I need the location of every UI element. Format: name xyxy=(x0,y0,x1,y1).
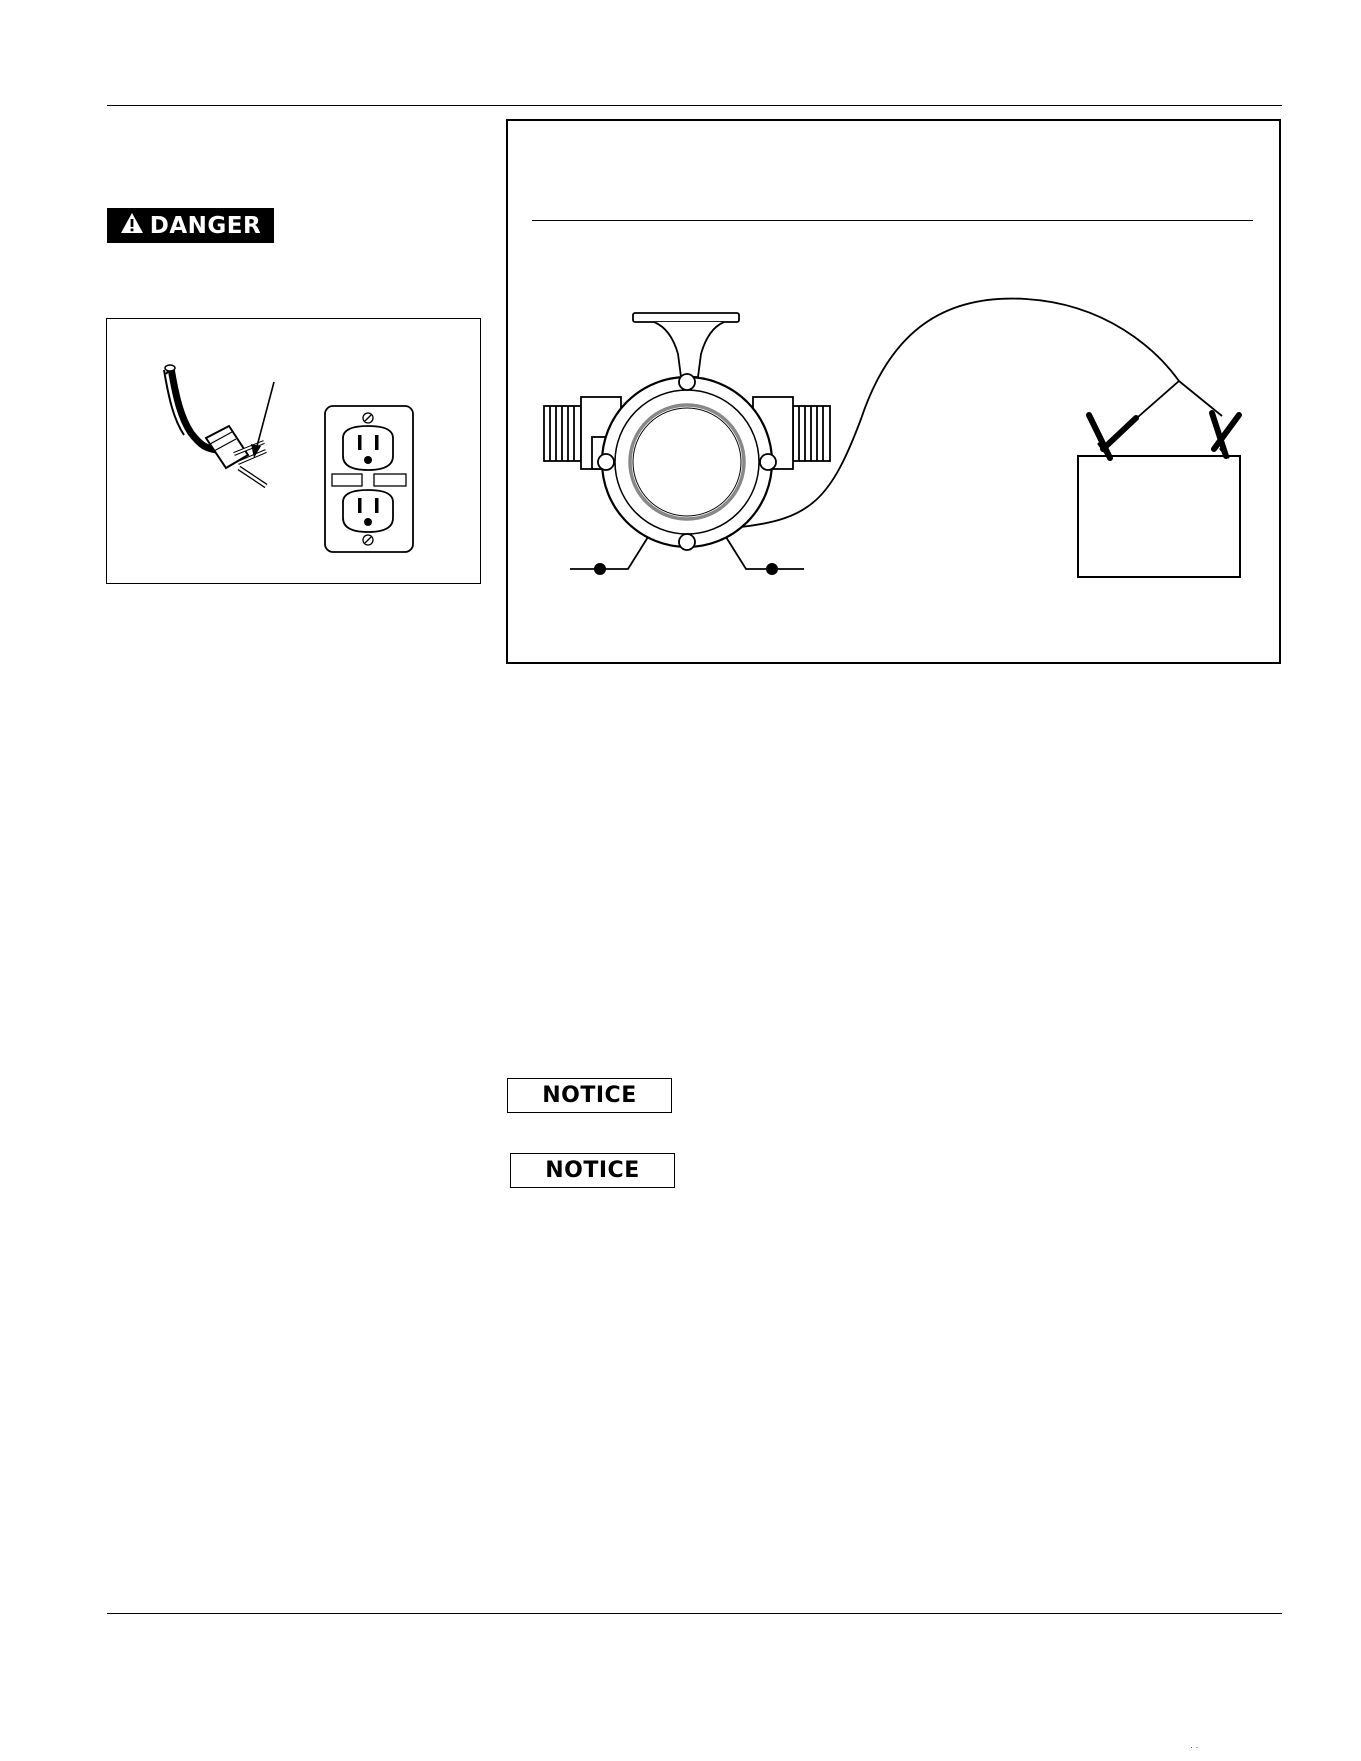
notice-label: NOTICE xyxy=(542,1083,637,1108)
power-cord-plug-icon xyxy=(164,365,266,486)
notice-badge xyxy=(507,1078,672,1113)
pointer-arrow-icon xyxy=(251,382,274,458)
plug-outlet-illustration xyxy=(106,318,481,584)
pump-icon xyxy=(544,313,830,569)
warning-triangle-icon xyxy=(120,212,144,240)
battery-clamp-icon xyxy=(1089,413,1239,458)
header-rule xyxy=(107,105,1282,106)
grounded-outlet-icon xyxy=(325,406,413,552)
battery-icon xyxy=(1078,456,1240,577)
footer-mark: · · xyxy=(1190,1742,1199,1752)
notice-badge xyxy=(510,1153,675,1188)
danger-label: DANGER xyxy=(149,212,262,239)
notice-label: NOTICE xyxy=(545,1158,640,1183)
footer-rule xyxy=(107,1613,1282,1614)
danger-badge xyxy=(107,208,274,243)
pump-battery-illustration xyxy=(506,119,1281,664)
